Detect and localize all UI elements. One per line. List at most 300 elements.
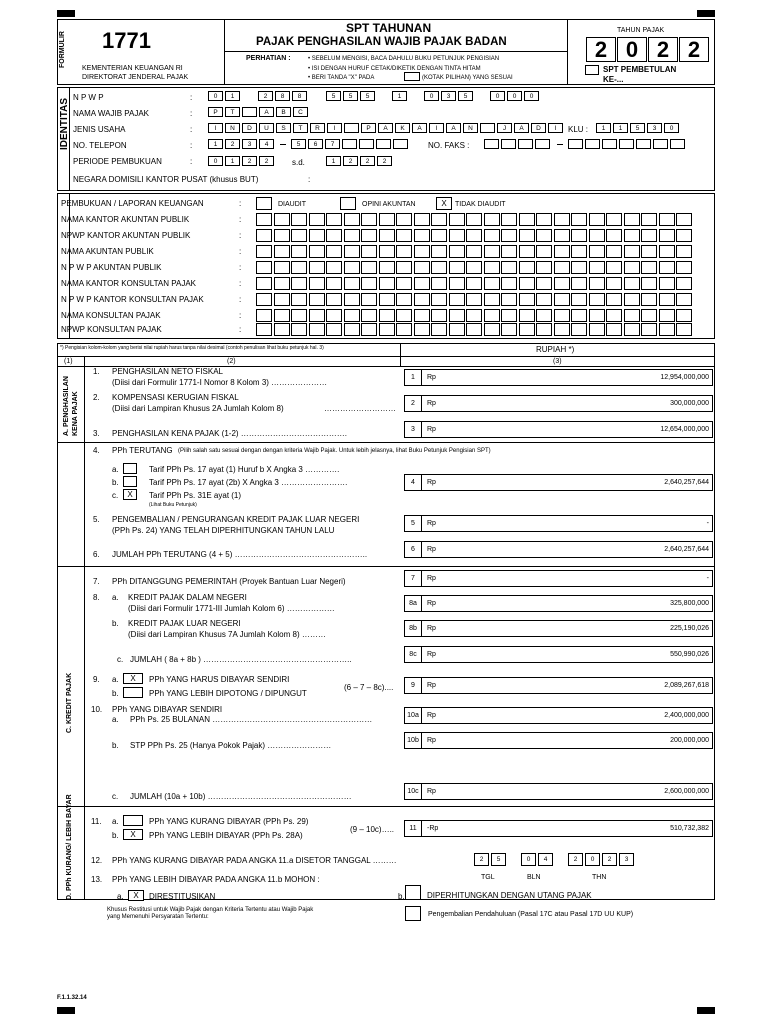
periode-digit[interactable]: 1 <box>225 156 240 166</box>
telp-digit[interactable] <box>342 139 357 149</box>
akuntan-cell[interactable] <box>431 213 447 226</box>
akuntan-cell[interactable] <box>466 261 482 274</box>
akuntan-cell[interactable] <box>589 245 605 258</box>
akuntan-cell[interactable] <box>659 293 675 306</box>
akuntan-cell[interactable] <box>326 309 342 322</box>
akuntan-cell[interactable] <box>554 309 570 322</box>
jenis-char[interactable]: D <box>531 123 546 133</box>
akuntan-cell[interactable] <box>344 277 360 290</box>
amount-field[interactable] <box>404 783 713 800</box>
akuntan-cell[interactable] <box>396 293 412 306</box>
akuntan-cell[interactable] <box>571 229 587 242</box>
akuntan-cell[interactable] <box>466 323 482 336</box>
akuntan-cell[interactable] <box>361 277 377 290</box>
akuntan-cell[interactable] <box>361 261 377 274</box>
akuntan-cell[interactable] <box>449 229 465 242</box>
telp-digit[interactable]: 1 <box>208 139 223 149</box>
akuntan-cell[interactable] <box>554 323 570 336</box>
akuntan-cell[interactable] <box>344 229 360 242</box>
periode-digit[interactable]: 0 <box>208 156 223 166</box>
nama-char[interactable]: B <box>276 107 291 117</box>
akuntan-cell[interactable] <box>326 277 342 290</box>
npwp-digit[interactable]: 5 <box>458 91 473 101</box>
telp-digit[interactable] <box>376 139 391 149</box>
akuntan-cell[interactable] <box>589 277 605 290</box>
akuntan-cell[interactable] <box>606 261 622 274</box>
amount-field[interactable] <box>404 820 713 837</box>
akuntan-cell[interactable] <box>361 309 377 322</box>
faks-digit[interactable] <box>585 139 600 149</box>
npwp-digit[interactable]: 5 <box>360 91 375 101</box>
akuntan-cell[interactable] <box>414 277 430 290</box>
npwp-digit[interactable]: 1 <box>225 91 240 101</box>
akuntan-cell[interactable] <box>256 309 272 322</box>
akuntan-cell[interactable] <box>484 245 500 258</box>
akuntan-cell[interactable] <box>466 245 482 258</box>
akuntan-cell[interactable] <box>361 245 377 258</box>
faks-digit[interactable] <box>501 139 516 149</box>
akuntan-cell[interactable] <box>414 213 430 226</box>
akuntan-cell[interactable] <box>431 261 447 274</box>
akuntan-cell[interactable] <box>606 323 622 336</box>
akuntan-cell[interactable] <box>536 277 552 290</box>
faks-digit[interactable] <box>636 139 651 149</box>
akuntan-cell[interactable] <box>326 213 342 226</box>
item-11b-checkbox[interactable]: X <box>123 829 143 840</box>
akuntan-cell[interactable] <box>589 323 605 336</box>
item-4a-checkbox[interactable] <box>123 463 137 474</box>
akuntan-cell[interactable] <box>431 323 447 336</box>
npwp-digit[interactable]: 0 <box>524 91 539 101</box>
akuntan-cell[interactable] <box>256 323 272 336</box>
akuntan-cell[interactable] <box>361 323 377 336</box>
telp-digit[interactable] <box>393 139 408 149</box>
telp-digit[interactable]: 5 <box>291 139 306 149</box>
akuntan-cell[interactable] <box>414 229 430 242</box>
akuntan-cell[interactable] <box>309 229 325 242</box>
faks-digit[interactable] <box>670 139 685 149</box>
akuntan-cell[interactable] <box>676 213 692 226</box>
jenis-char[interactable]: T <box>293 123 308 133</box>
akuntan-cell[interactable] <box>589 293 605 306</box>
akuntan-cell[interactable] <box>326 229 342 242</box>
akuntan-cell[interactable] <box>519 293 535 306</box>
akuntan-cell[interactable] <box>291 261 307 274</box>
akuntan-cell[interactable] <box>256 229 272 242</box>
thn-digit[interactable]: 2 <box>602 853 617 866</box>
akuntan-cell[interactable] <box>659 213 675 226</box>
jenis-char[interactable]: I <box>548 123 563 133</box>
pembetulan-checkbox[interactable] <box>585 65 599 75</box>
faks-digit[interactable] <box>602 139 617 149</box>
akuntan-cell[interactable] <box>589 261 605 274</box>
amount-field[interactable] <box>404 595 713 612</box>
akuntan-cell[interactable] <box>519 323 535 336</box>
jenis-char[interactable]: K <box>395 123 410 133</box>
akuntan-cell[interactable] <box>659 309 675 322</box>
akuntan-cell[interactable] <box>274 245 290 258</box>
klu-digit[interactable]: 1 <box>613 123 628 133</box>
akuntan-cell[interactable] <box>676 261 692 274</box>
thn-digit[interactable]: 2 <box>568 853 583 866</box>
akuntan-cell[interactable] <box>571 261 587 274</box>
akuntan-cell[interactable] <box>519 309 535 322</box>
akuntan-cell[interactable] <box>676 293 692 306</box>
jenis-char[interactable]: S <box>276 123 291 133</box>
item-11a-checkbox[interactable] <box>123 815 143 826</box>
akuntan-cell[interactable] <box>379 245 395 258</box>
akuntan-cell[interactable] <box>536 293 552 306</box>
akuntan-cell[interactable] <box>256 261 272 274</box>
akuntan-cell[interactable] <box>536 229 552 242</box>
npwp-digit[interactable]: 5 <box>326 91 341 101</box>
akuntan-cell[interactable] <box>291 213 307 226</box>
amount-field[interactable] <box>404 646 713 663</box>
akuntan-cell[interactable] <box>291 277 307 290</box>
telp-digit[interactable]: 3 <box>242 139 257 149</box>
npwp-digit[interactable]: 2 <box>258 91 273 101</box>
periode-digit[interactable]: 2 <box>360 156 375 166</box>
akuntan-cell[interactable] <box>291 245 307 258</box>
faks-digit[interactable] <box>484 139 499 149</box>
akuntan-cell[interactable] <box>589 309 605 322</box>
akuntan-cell[interactable] <box>501 213 517 226</box>
akuntan-cell[interactable] <box>326 293 342 306</box>
akuntan-cell[interactable] <box>519 245 535 258</box>
npwp-digit[interactable]: 0 <box>424 91 439 101</box>
akuntan-cell[interactable] <box>274 277 290 290</box>
nama-char[interactable]: T <box>225 107 240 117</box>
akuntan-cell[interactable] <box>589 229 605 242</box>
akuntan-cell[interactable] <box>414 323 430 336</box>
npwp-digit[interactable]: 3 <box>441 91 456 101</box>
akuntan-cell[interactable] <box>344 261 360 274</box>
amount-field[interactable] <box>404 541 713 558</box>
akuntan-cell[interactable] <box>484 213 500 226</box>
akuntan-cell[interactable] <box>344 309 360 322</box>
jenis-char[interactable]: A <box>412 123 427 133</box>
akuntan-cell[interactable] <box>484 309 500 322</box>
item-4b-checkbox[interactable] <box>123 476 137 487</box>
akuntan-cell[interactable] <box>449 293 465 306</box>
akuntan-cell[interactable] <box>484 277 500 290</box>
item-9a-checkbox[interactable]: X <box>123 673 143 684</box>
akuntan-cell[interactable] <box>274 261 290 274</box>
akuntan-cell[interactable] <box>274 229 290 242</box>
akuntan-cell[interactable] <box>431 277 447 290</box>
akuntan-cell[interactable] <box>431 309 447 322</box>
nama-char[interactable]: C <box>293 107 308 117</box>
nama-char[interactable] <box>242 107 257 117</box>
akuntan-cell[interactable] <box>309 213 325 226</box>
bln-digit[interactable]: 4 <box>538 853 553 866</box>
akuntan-cell[interactable] <box>274 213 290 226</box>
nama-char[interactable]: A <box>259 107 274 117</box>
akuntan-cell[interactable] <box>344 245 360 258</box>
akuntan-cell[interactable] <box>606 277 622 290</box>
akuntan-cell[interactable] <box>466 293 482 306</box>
akuntan-cell[interactable] <box>641 309 657 322</box>
telp-digit[interactable]: 7 <box>325 139 340 149</box>
tgl-digit[interactable]: 5 <box>491 853 506 866</box>
akuntan-cell[interactable] <box>624 213 640 226</box>
amount-field[interactable] <box>404 707 713 724</box>
faks-digit[interactable] <box>568 139 583 149</box>
jenis-char[interactable]: D <box>242 123 257 133</box>
tax-year-digit[interactable]: 2 <box>679 37 709 62</box>
akuntan-cell[interactable] <box>519 229 535 242</box>
npwp-digit[interactable]: 0 <box>507 91 522 101</box>
jenis-char[interactable]: R <box>310 123 325 133</box>
akuntan-cell[interactable] <box>256 245 272 258</box>
akuntan-cell[interactable] <box>624 309 640 322</box>
akuntan-cell[interactable] <box>396 245 412 258</box>
jenis-char[interactable]: I <box>327 123 342 133</box>
item-4c-checkbox[interactable]: X <box>123 489 137 500</box>
akuntan-cell[interactable] <box>571 213 587 226</box>
akuntan-cell[interactable] <box>554 245 570 258</box>
akuntan-cell[interactable] <box>624 229 640 242</box>
item-13b-checkbox[interactable] <box>405 885 421 900</box>
akuntan-cell[interactable] <box>414 309 430 322</box>
tax-year-digit[interactable]: 2 <box>648 37 678 62</box>
akuntan-cell[interactable] <box>554 213 570 226</box>
akuntan-cell[interactable] <box>484 323 500 336</box>
akuntan-cell[interactable] <box>641 229 657 242</box>
faks-digit[interactable] <box>535 139 550 149</box>
akuntan-cell[interactable] <box>536 213 552 226</box>
telp-digit[interactable] <box>359 139 374 149</box>
akuntan-cell[interactable] <box>571 277 587 290</box>
akuntan-cell[interactable] <box>484 261 500 274</box>
thn-digit[interactable]: 0 <box>585 853 600 866</box>
akuntan-cell[interactable] <box>641 293 657 306</box>
akuntan-cell[interactable] <box>606 213 622 226</box>
akuntan-cell[interactable] <box>659 245 675 258</box>
akuntan-cell[interactable] <box>414 293 430 306</box>
akuntan-cell[interactable] <box>606 245 622 258</box>
akuntan-cell[interactable] <box>431 229 447 242</box>
akuntan-cell[interactable] <box>659 229 675 242</box>
amount-field[interactable] <box>404 369 713 386</box>
bln-digit[interactable]: 0 <box>521 853 536 866</box>
akuntan-cell[interactable] <box>309 261 325 274</box>
akuntan-cell[interactable] <box>641 277 657 290</box>
amount-field[interactable] <box>404 732 713 749</box>
akuntan-cell[interactable] <box>536 323 552 336</box>
akuntan-cell[interactable] <box>309 323 325 336</box>
akuntan-cell[interactable] <box>256 293 272 306</box>
akuntan-cell[interactable] <box>554 293 570 306</box>
akuntan-cell[interactable] <box>676 323 692 336</box>
akuntan-cell[interactable] <box>344 323 360 336</box>
periode-digit[interactable]: 1 <box>326 156 341 166</box>
diaudit-checkbox[interactable] <box>256 197 272 210</box>
tidak-diaudit-checkbox[interactable]: X <box>436 197 452 210</box>
faks-digit[interactable] <box>518 139 533 149</box>
tax-year-digit[interactable]: 0 <box>617 37 647 62</box>
akuntan-cell[interactable] <box>624 261 640 274</box>
akuntan-cell[interactable] <box>379 229 395 242</box>
akuntan-cell[interactable] <box>624 245 640 258</box>
akuntan-cell[interactable] <box>571 293 587 306</box>
akuntan-cell[interactable] <box>291 323 307 336</box>
akuntan-cell[interactable] <box>431 293 447 306</box>
akuntan-cell[interactable] <box>536 245 552 258</box>
akuntan-cell[interactable] <box>606 229 622 242</box>
akuntan-cell[interactable] <box>449 277 465 290</box>
akuntan-cell[interactable] <box>379 323 395 336</box>
akuntan-cell[interactable] <box>414 245 430 258</box>
akuntan-cell[interactable] <box>466 229 482 242</box>
akuntan-cell[interactable] <box>326 261 342 274</box>
jenis-char[interactable] <box>480 123 495 133</box>
akuntan-cell[interactable] <box>379 309 395 322</box>
akuntan-cell[interactable] <box>361 293 377 306</box>
npwp-digit[interactable]: 8 <box>292 91 307 101</box>
periode-digit[interactable]: 2 <box>377 156 392 166</box>
akuntan-cell[interactable] <box>571 323 587 336</box>
akuntan-cell[interactable] <box>501 323 517 336</box>
akuntan-cell[interactable] <box>449 309 465 322</box>
npwp-digit[interactable]: 8 <box>275 91 290 101</box>
klu-digit[interactable]: 1 <box>596 123 611 133</box>
jenis-char[interactable]: N <box>225 123 240 133</box>
akuntan-cell[interactable] <box>309 293 325 306</box>
periode-digit[interactable]: 2 <box>343 156 358 166</box>
jenis-char[interactable] <box>344 123 359 133</box>
pengembalian-checkbox[interactable] <box>405 906 421 921</box>
akuntan-cell[interactable] <box>396 213 412 226</box>
akuntan-cell[interactable] <box>519 277 535 290</box>
akuntan-cell[interactable] <box>519 213 535 226</box>
akuntan-cell[interactable] <box>519 261 535 274</box>
jenis-char[interactable]: J <box>497 123 512 133</box>
klu-digit[interactable]: 0 <box>664 123 679 133</box>
akuntan-cell[interactable] <box>309 245 325 258</box>
tax-year-digit[interactable]: 2 <box>586 37 616 62</box>
jenis-char[interactable]: A <box>378 123 393 133</box>
amount-field[interactable] <box>404 677 713 694</box>
akuntan-cell[interactable] <box>361 213 377 226</box>
akuntan-cell[interactable] <box>274 309 290 322</box>
npwp-digit[interactable]: 0 <box>490 91 505 101</box>
akuntan-cell[interactable] <box>291 229 307 242</box>
telp-digit[interactable]: 2 <box>225 139 240 149</box>
akuntan-cell[interactable] <box>501 309 517 322</box>
akuntan-cell[interactable] <box>414 261 430 274</box>
faks-digit[interactable] <box>619 139 634 149</box>
akuntan-cell[interactable] <box>379 277 395 290</box>
akuntan-cell[interactable] <box>484 293 500 306</box>
nama-char[interactable]: P <box>208 107 223 117</box>
telp-digit[interactable]: 6 <box>308 139 323 149</box>
jenis-char[interactable]: I <box>429 123 444 133</box>
akuntan-cell[interactable] <box>501 261 517 274</box>
amount-field[interactable] <box>404 395 713 412</box>
npwp-digit[interactable]: 1 <box>392 91 407 101</box>
akuntan-cell[interactable] <box>659 323 675 336</box>
akuntan-cell[interactable] <box>449 261 465 274</box>
amount-field[interactable] <box>404 570 713 587</box>
jenis-char[interactable]: A <box>446 123 461 133</box>
akuntan-cell[interactable] <box>361 229 377 242</box>
akuntan-cell[interactable] <box>641 323 657 336</box>
jenis-char[interactable]: A <box>514 123 529 133</box>
akuntan-cell[interactable] <box>396 309 412 322</box>
akuntan-cell[interactable] <box>291 309 307 322</box>
akuntan-cell[interactable] <box>606 293 622 306</box>
akuntan-cell[interactable] <box>396 277 412 290</box>
tgl-digit[interactable]: 2 <box>474 853 489 866</box>
akuntan-cell[interactable] <box>659 277 675 290</box>
akuntan-cell[interactable] <box>466 309 482 322</box>
akuntan-cell[interactable] <box>536 261 552 274</box>
akuntan-cell[interactable] <box>554 229 570 242</box>
akuntan-cell[interactable] <box>641 261 657 274</box>
periode-digit[interactable]: 2 <box>259 156 274 166</box>
akuntan-cell[interactable] <box>449 213 465 226</box>
npwp-digit[interactable]: 0 <box>208 91 223 101</box>
akuntan-cell[interactable] <box>571 245 587 258</box>
akuntan-cell[interactable] <box>554 277 570 290</box>
opini-checkbox[interactable] <box>340 197 356 210</box>
akuntan-cell[interactable] <box>449 245 465 258</box>
akuntan-cell[interactable] <box>274 323 290 336</box>
akuntan-cell[interactable] <box>344 213 360 226</box>
jenis-char[interactable]: U <box>259 123 274 133</box>
akuntan-cell[interactable] <box>501 245 517 258</box>
akuntan-cell[interactable] <box>571 309 587 322</box>
akuntan-cell[interactable] <box>431 245 447 258</box>
akuntan-cell[interactable] <box>396 261 412 274</box>
akuntan-cell[interactable] <box>676 245 692 258</box>
akuntan-cell[interactable] <box>624 277 640 290</box>
akuntan-cell[interactable] <box>676 277 692 290</box>
thn-digit[interactable]: 3 <box>619 853 634 866</box>
akuntan-cell[interactable] <box>396 323 412 336</box>
akuntan-cell[interactable] <box>676 229 692 242</box>
klu-digit[interactable]: 5 <box>630 123 645 133</box>
item-9b-checkbox[interactable] <box>123 687 143 698</box>
jenis-char[interactable]: I <box>208 123 223 133</box>
amount-field[interactable] <box>404 421 713 438</box>
periode-digit[interactable]: 2 <box>242 156 257 166</box>
akuntan-cell[interactable] <box>449 323 465 336</box>
akuntan-cell[interactable] <box>379 213 395 226</box>
akuntan-cell[interactable] <box>501 293 517 306</box>
akuntan-cell[interactable] <box>676 309 692 322</box>
amount-field[interactable] <box>404 474 713 491</box>
akuntan-cell[interactable] <box>554 261 570 274</box>
akuntan-cell[interactable] <box>291 293 307 306</box>
akuntan-cell[interactable] <box>624 293 640 306</box>
akuntan-cell[interactable] <box>466 213 482 226</box>
akuntan-cell[interactable] <box>536 309 552 322</box>
klu-digit[interactable]: 3 <box>647 123 662 133</box>
jenis-char[interactable]: P <box>361 123 376 133</box>
akuntan-cell[interactable] <box>344 293 360 306</box>
item-13a-checkbox[interactable]: X <box>128 890 144 901</box>
jenis-char[interactable]: N <box>463 123 478 133</box>
akuntan-cell[interactable] <box>396 229 412 242</box>
akuntan-cell[interactable] <box>309 309 325 322</box>
akuntan-cell[interactable] <box>641 245 657 258</box>
faks-digit[interactable] <box>653 139 668 149</box>
akuntan-cell[interactable] <box>501 277 517 290</box>
akuntan-cell[interactable] <box>326 323 342 336</box>
akuntan-cell[interactable] <box>309 277 325 290</box>
